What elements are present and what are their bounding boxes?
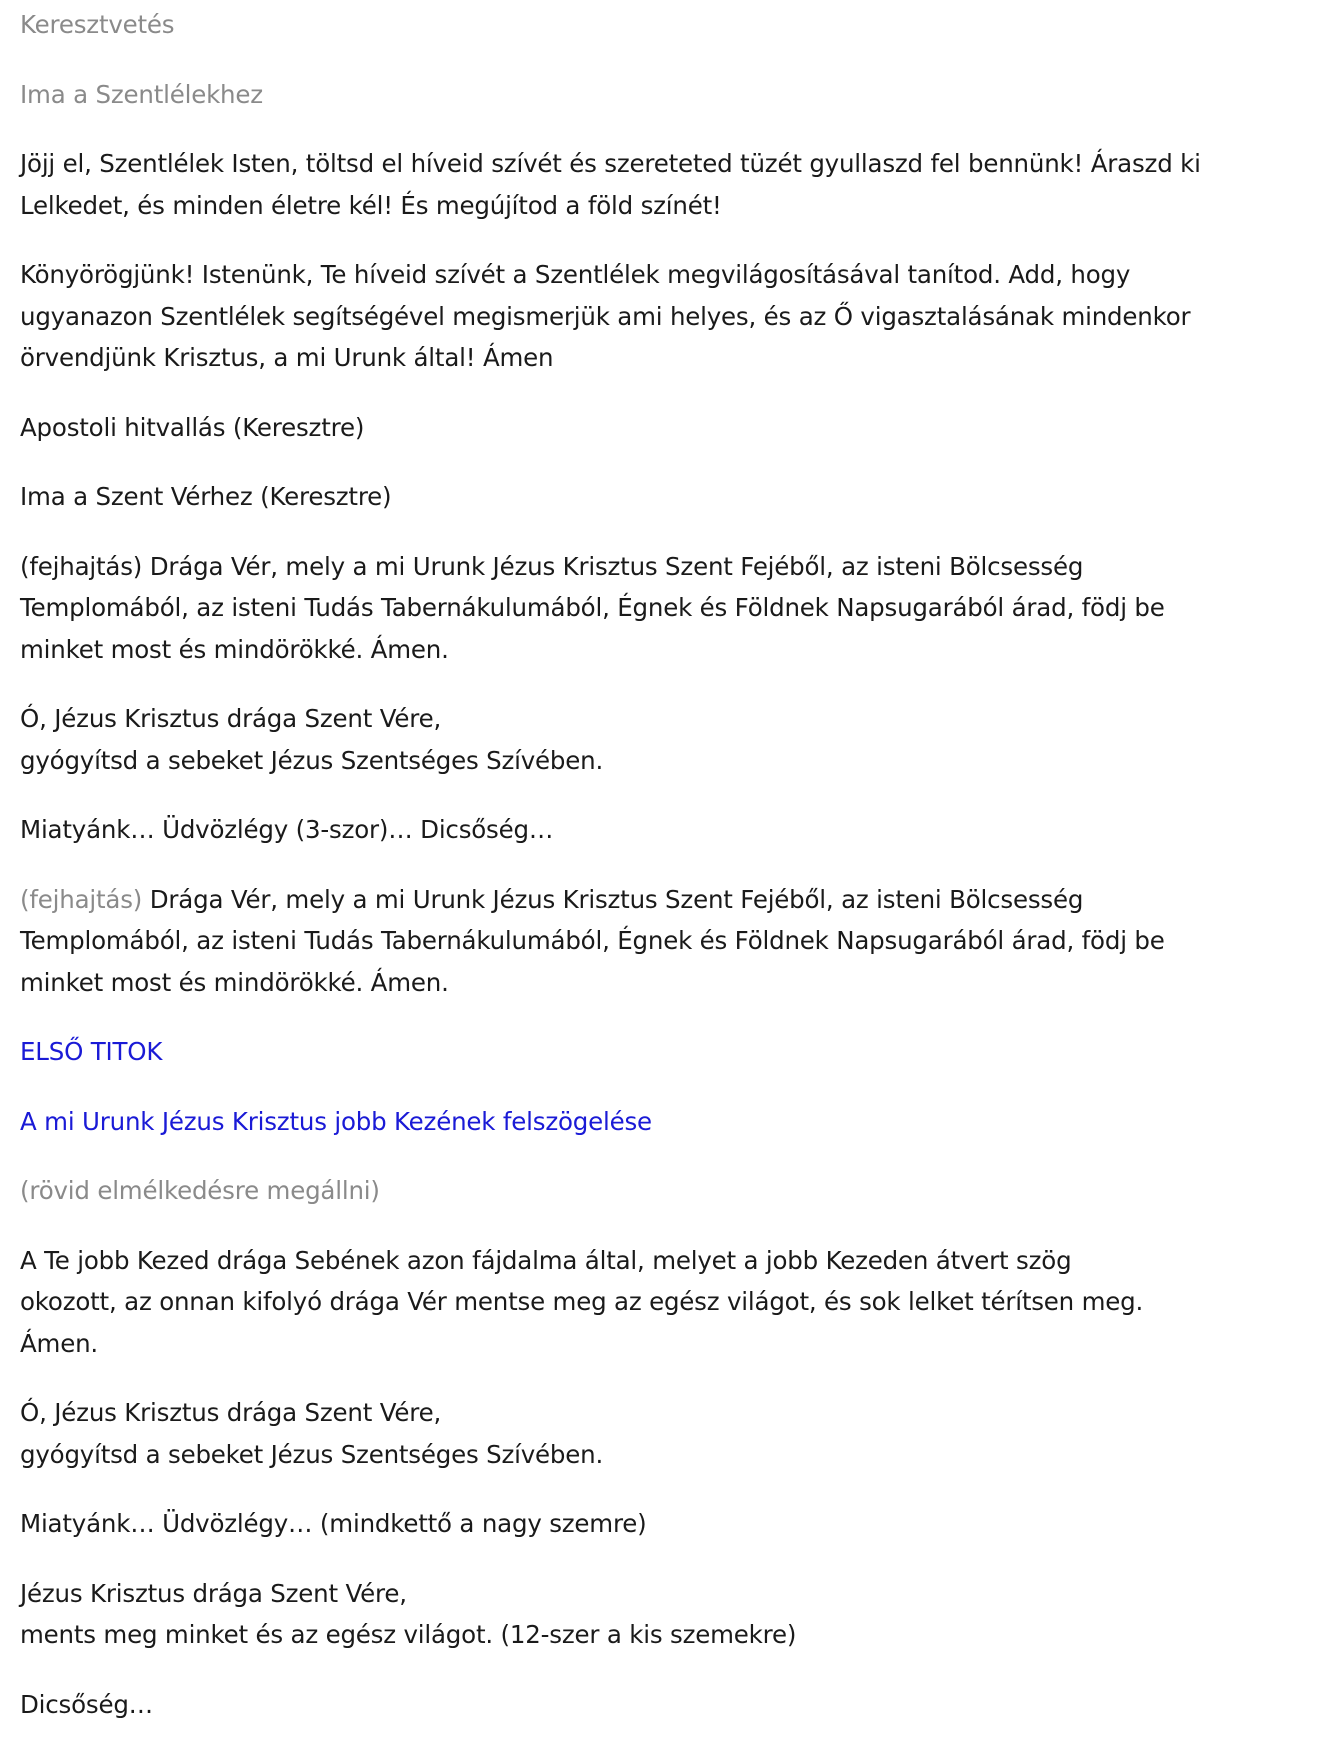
small-beads-prayer: Jézus Krisztus drága Szent Vére, ments meg minket és az egész világot. (12-szer a kis szemekre): [20, 1578, 797, 1649]
precious-blood-prayer-repeat-body: Drága Vér, mely a mi Urunk Jézus Krisztus Szent Fejéből, az isteni Bölcsesség Templomából, az isteni Tudás Tabernákulumából, Égnek és Földnek Napsugarából árad, födj be minket most és mindörökké. Ámen.: [20, 884, 1165, 997]
right-hand-wound-prayer: A Te jobb Kezed drága Sebének azon fájdalma által, melyet a jobb Kezeden átvert szög okozott, az onnan kifolyó drága Vér mentse meg az egész világot, és sok lelket térítsen meg. Ámen.: [20, 1245, 1144, 1358]
glory-be: Dicsőség…: [20, 1689, 153, 1719]
sign-of-cross-label: Keresztvetés: [20, 10, 175, 39]
apostles-creed-label: Apostoli hitvallás (Keresztre): [20, 412, 365, 442]
bow-head-note: (fejhajtás): [20, 884, 143, 914]
let-us-pray-text: Könyörögjünk! Istenünk, Te híveid szívét a Szentlélek megvilágosításával tanítod. Add, hogy ugyanazon Szentlélek segítségével megismerjük ami helyes, és az Ő vigasztalásának mindenkor örvendjünk Krisztus, a mi Urunk által! Ámen: [20, 260, 1191, 372]
first-mystery-heading: ELSŐ TITOK: [20, 1037, 163, 1066]
meditation-note: (rövid elmélkedésre megállni): [20, 1176, 380, 1205]
precious-blood-prayer-repeat: [20, 879, 1315, 1004]
precious-blood-prayer-title: Ima a Szent Vérhez (Keresztre): [20, 482, 392, 511]
precious-blood-prayer-text: (fejhajtás) Drága Vér, mely a mi Urunk Jézus Krisztus Szent Fejéből, az isteni Bölcsesség Templomából, az isteni Tudás Tabernákulumából, Égnek és Földnek Napsugarából árad, födj be minket most és mindörökké. Ámen.: [20, 551, 1165, 664]
first-mystery-title: A mi Urunk Jézus Krisztus jobb Kezének felszögelése: [20, 1106, 652, 1136]
our-father-hail-mary-glory: Miatyánk… Üdvözlégy (3-szor)… Dicsőség…: [20, 815, 554, 844]
o-jesus-prayer-2: Ó, Jézus Krisztus drága Szent Vére, gyógyítsd a sebeket Jézus Szentséges Szívében.: [20, 1398, 604, 1469]
holy-spirit-prayer-text: Jöjj el, Szentlélek Isten, töltsd el híveid szívét és szereteted tüzét gyullaszd fel bennünk! Áraszd ki Lelkedet, és minden életre kél! És megújítod a föld színét!: [20, 149, 1201, 220]
our-father-hail-mary-large-bead: Miatyánk… Üdvözlégy… (mindkettő a nagy szemre): [20, 1509, 647, 1538]
holy-spirit-prayer-title: Ima a Szentlélekhez: [20, 79, 263, 109]
o-jesus-prayer: Ó, Jézus Krisztus drága Szent Vére, gyógyítsd a sebeket Jézus Szentséges Szívében.: [20, 704, 604, 775]
